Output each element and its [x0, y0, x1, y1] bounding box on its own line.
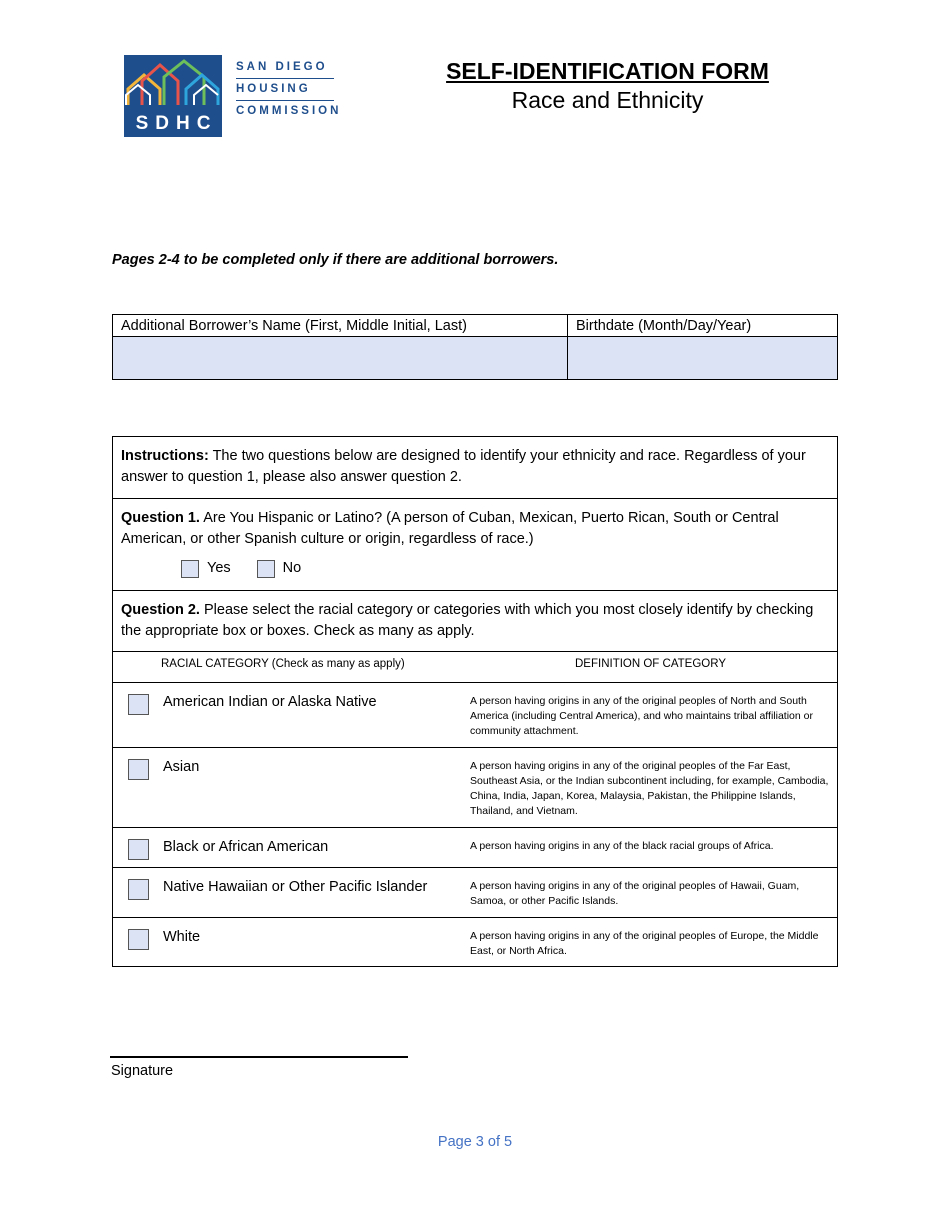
houses-icon [124, 55, 222, 115]
race-label: Black or African American [163, 839, 329, 855]
race-label: American Indian or Alaska Native [163, 694, 377, 710]
race-definition: A person having origins in any of the original peoples of Hawaii, Guam, Samoa, or other Pacific Islands. [470, 880, 800, 907]
borrower-table [112, 314, 838, 380]
q1-lead: Question 1. [121, 510, 200, 526]
yes-label: Yes [207, 560, 231, 576]
no-label: No [282, 560, 302, 576]
race-definition: A person having origins in any of the black racial groups of Africa. [470, 840, 774, 852]
race-checkbox[interactable] [128, 759, 149, 780]
race-checkbox[interactable] [128, 839, 149, 860]
logo-abbr: SDHC [135, 113, 218, 134]
q1-text: Are You Hispanic or Latino? (A person of Cuban, Mexican, Puerto Rican, South or Central American, or other Spanish culture or origin, regardless of race.) [121, 510, 779, 547]
logo-mark [124, 55, 222, 137]
race-checkbox[interactable] [128, 879, 149, 900]
yes-checkbox[interactable] [181, 560, 199, 578]
col-racial-category: RACIAL CATEGORY (Check as many as apply) [161, 658, 405, 670]
logo-word-1: SAN DIEGO [236, 61, 328, 73]
questions-box [112, 436, 838, 967]
logo-word-2: HOUSING [236, 83, 311, 95]
signature-line[interactable] [110, 1056, 408, 1058]
race-checkbox[interactable] [128, 694, 149, 715]
title-sub: Race and Ethnicity [511, 87, 704, 113]
instructions-section [113, 437, 837, 499]
instructions-text: The two questions below are designed to identify your ethnicity and race. Regardless of your answer to question 1, please also answer question 2. [121, 448, 806, 485]
race-row [113, 683, 837, 748]
completion-note: Pages 2-4 to be completed only if there are additional borrowers. [112, 252, 559, 268]
race-label: White [163, 929, 201, 945]
sdhc-logo [124, 55, 342, 139]
race-row [113, 748, 837, 828]
no-checkbox[interactable] [257, 560, 275, 578]
page-number: Page 3 of 5 [437, 1134, 513, 1150]
question-2-section [113, 591, 837, 652]
race-definition: A person having origins in any of the original peoples of North and South America (including Central America), and who maintains tribal affiliation or community attachment. [470, 695, 813, 737]
race-checkbox[interactable] [128, 929, 149, 950]
race-definition: A person having origins in any of the original peoples of the Far East, Southeast Asia, or the Indian subcontinent including, for example, Cambodia, China, India, Japan, Korea, Malaysia, Pakistan, the Philippine Islands, Thailand, and Vietnam. [470, 760, 829, 817]
category-header [113, 652, 837, 683]
race-label: Asian [163, 759, 200, 775]
q2-text: Please select the racial category or categories with which you most closely identify by checking the appropriate box or boxes. Check as many as apply. [121, 602, 814, 639]
logo-words [236, 60, 342, 119]
race-row [113, 918, 837, 966]
signature-label: Signature [111, 1063, 174, 1079]
borrower-name-label: Additional Borrower’s Name (First, Middle Initial, Last) [113, 315, 568, 337]
col-definition: DEFINITION OF CATEGORY [575, 658, 726, 670]
q2-lead: Question 2. [121, 602, 200, 618]
race-definition: A person having origins in any of the original peoples of Europe, the Middle East, or North Africa. [470, 930, 819, 957]
instructions-lead: Instructions: [121, 448, 209, 464]
title-main: SELF-IDENTIFICATION FORM [446, 58, 769, 84]
birthdate-field[interactable] [568, 337, 838, 380]
race-row [113, 868, 837, 918]
form-title [430, 57, 785, 115]
birthdate-label: Birthdate (Month/Day/Year) [568, 315, 838, 337]
borrower-name-field[interactable] [113, 337, 568, 380]
logo-word-3: COMMISSION [236, 105, 342, 117]
race-row [113, 828, 837, 868]
question-1-section [113, 499, 837, 591]
race-label: Native Hawaiian or Other Pacific Islander [163, 879, 428, 895]
q1-options [181, 558, 829, 579]
